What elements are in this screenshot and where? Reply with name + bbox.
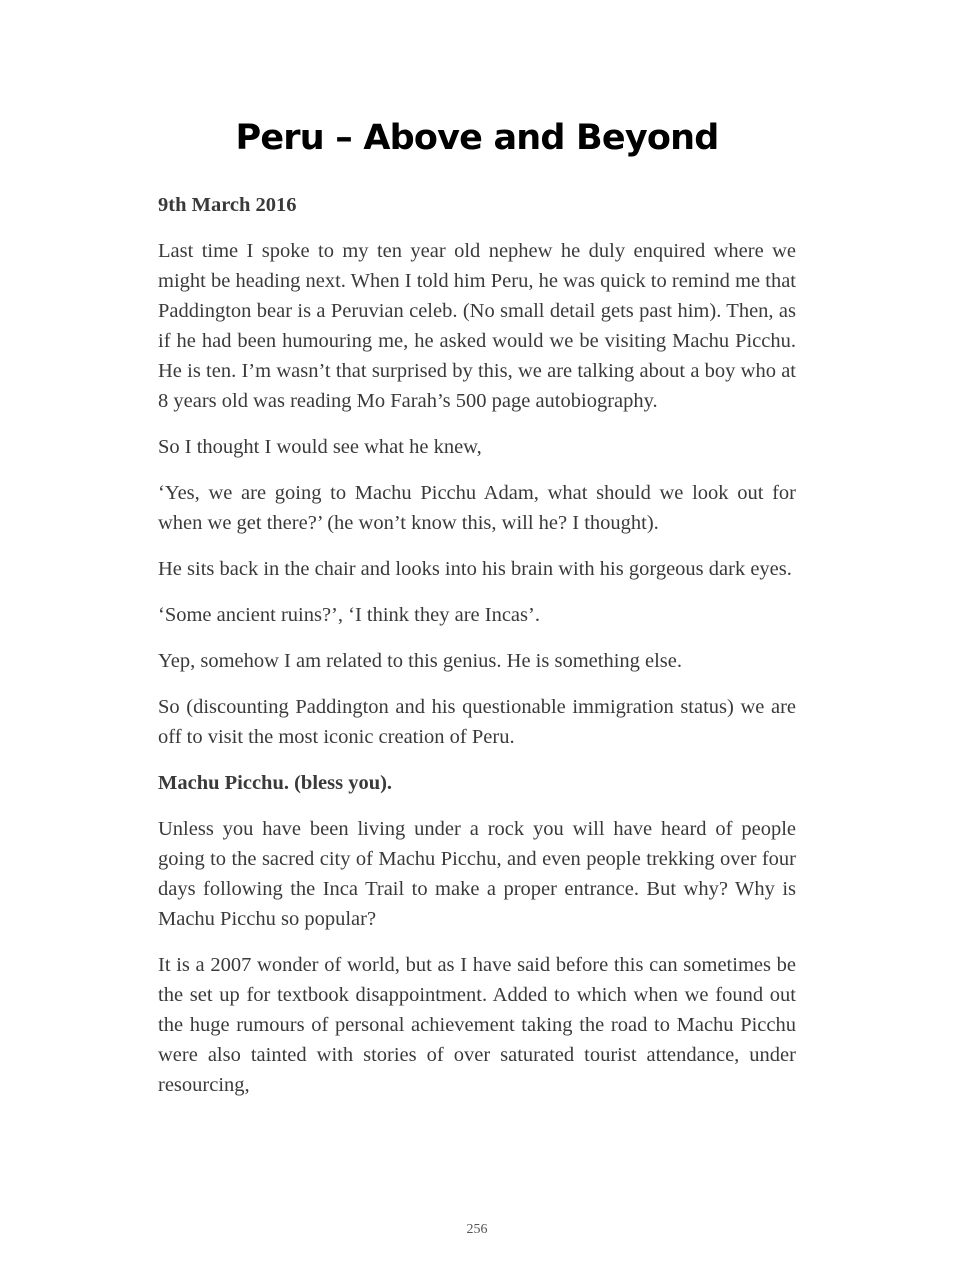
paragraph: It is a 2007 wonder of world, but as I have said before this can sometimes be the set up for textbook disappointment. Added to which when we found out the huge rumours of personal achievement taking the road to Machu Picchu were also tainted with stories of over saturated tourist attendance, under resourcing, [158, 954, 796, 1096]
paragraph: ‘Some ancient ruins?’, ‘I think they are Incas’. [158, 604, 540, 626]
paragraph: ‘Yes, we are going to Machu Picchu Adam, what should we look out for when we get there?’ (he won’t know this, will he? I thought). [158, 482, 796, 534]
page-title: Peru – Above and Beyond [235, 118, 719, 158]
paragraph: He sits back in the chair and looks into his brain with his gorgeous dark eyes. [158, 558, 792, 580]
paragraph: So I thought I would see what he knew, [158, 436, 482, 458]
paragraph: Yep, somehow I am related to this genius. He is something else. [158, 650, 683, 672]
page-number: 256 [466, 1222, 488, 1237]
paragraph: Unless you have been living under a rock you will have heard of people going to the sacred city of Machu Picchu, and even people trekking over four days following the Inca Trail to make a proper entrance. But why? Why is Machu Picchu so popular? [158, 818, 796, 930]
article-body [158, 190, 796, 1116]
section-heading: Machu Picchu. (bless you). [158, 772, 393, 794]
paragraph: So (discounting Paddington and his questionable immigration status) we are off to visit the most iconic creation of Peru. [158, 696, 796, 748]
paragraph: Last time I spoke to my ten year old nephew he duly enquired where we might be heading next. When I told him Peru, he was quick to remind me that Paddington bear is a Peruvian celeb. (No small detail gets past him). Then, as if he had been humouring me, he asked would we be visiting Machu Picchu. He is ten. I’m wasn’t that surprised by this, we are talking about a boy who at 8 years old was reading Mo Farah’s 500 page autobiography. [158, 240, 796, 412]
date-heading: 9th March 2016 [158, 194, 297, 216]
